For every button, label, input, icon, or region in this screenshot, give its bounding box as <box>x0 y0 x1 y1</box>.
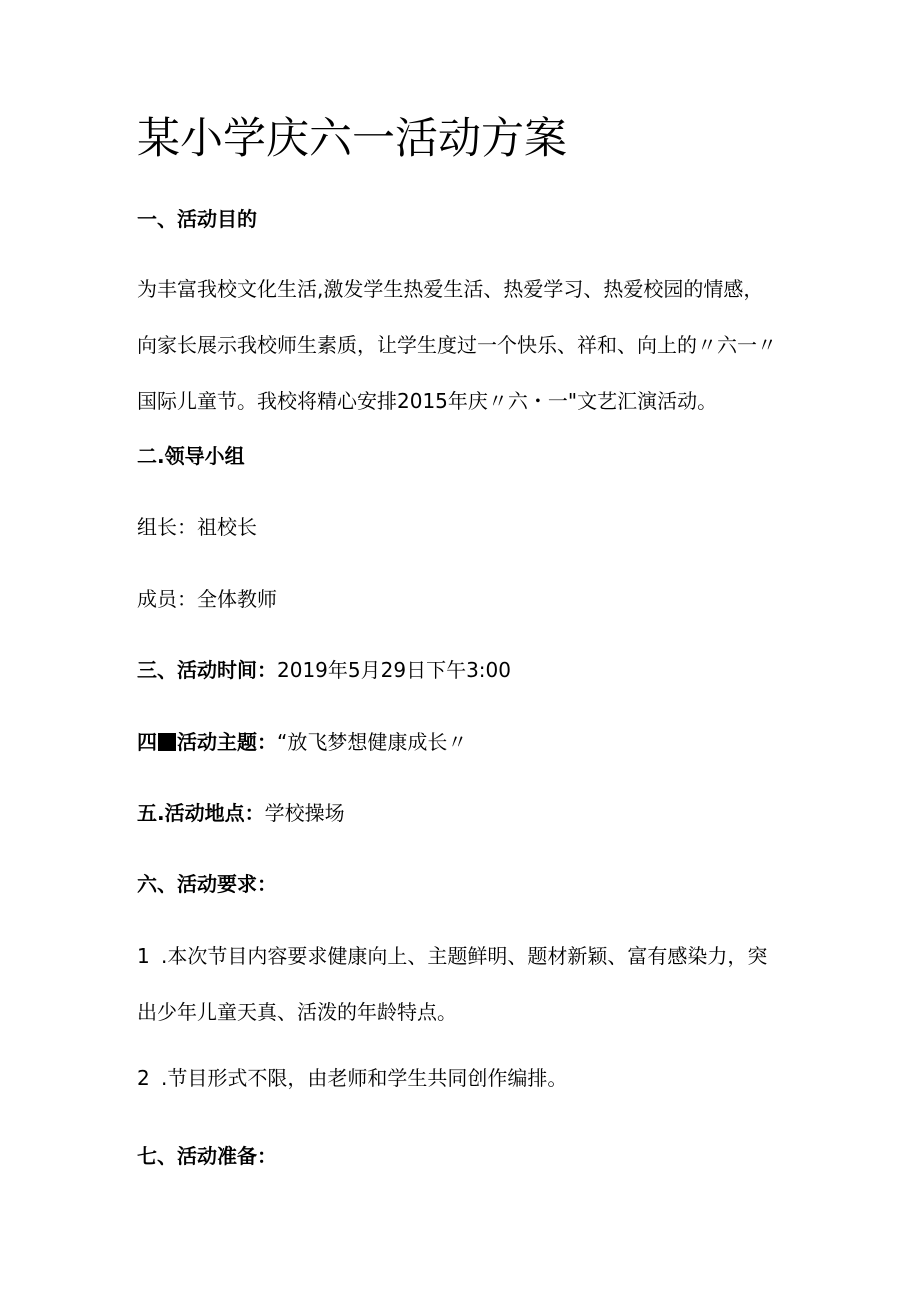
section-time <box>137 656 511 684</box>
requirement-text: .本次节目内容要求健康向上、主题鲜明、题材新颖、富有感染力，突 <box>161 944 768 968</box>
time-value: 2019年5月29日下午3:00 <box>277 658 511 682</box>
section-heading-leadership: 二.领导小组 <box>137 444 245 468</box>
location-value: 学校操场 <box>264 801 345 825</box>
requirement-line: 出少年儿童天真、活泼的年龄特点。 <box>137 1000 457 1024</box>
theme-label-suffix: 活动主题： <box>177 730 277 754</box>
theme-label-prefix: 四 <box>137 730 157 754</box>
location-label: 五.活动地点： <box>137 801 265 825</box>
section-theme <box>137 728 467 756</box>
requirement-number: 2 <box>137 1066 150 1090</box>
members-line: 成员：全体教师 <box>137 587 277 611</box>
purpose-line: 为丰富我校文化生活,激发学生热爱生活、热爱学习、热爱校园的情感， <box>137 277 764 301</box>
requirement-item-2 <box>137 1050 787 1106</box>
purpose-paragraph <box>137 261 787 429</box>
requirement-line <box>137 928 787 984</box>
purpose-line: 国际儿童节。我校将精心安排2015年庆〃六・一"文艺汇演活动。 <box>137 389 718 413</box>
purpose-line: 向家长展示我校师生素质，让学生度过一个快乐、祥和、向上的〃六一〃 <box>137 333 777 357</box>
black-square-glyph <box>158 733 176 751</box>
document-title: 某小学庆六一活动方案 <box>137 114 567 164</box>
section-heading-purpose: 一、活动目的 <box>137 207 257 231</box>
time-label: 三、活动时间： <box>137 658 277 682</box>
requirement-item-1 <box>137 928 787 1040</box>
requirement-line <box>137 1050 787 1106</box>
section-location <box>137 799 345 827</box>
requirement-text: .节目形式不限，由老师和学生共同创作编排。 <box>161 1066 568 1090</box>
leader-line: 组长：祖校长 <box>137 515 257 539</box>
theme-value: “放飞梦想健康成长〃 <box>277 730 468 754</box>
section-heading-requirements: 六、活动要求： <box>137 872 277 896</box>
requirement-number: 1 <box>137 944 150 968</box>
section-heading-preparation: 七、活动准备： <box>137 1144 277 1168</box>
